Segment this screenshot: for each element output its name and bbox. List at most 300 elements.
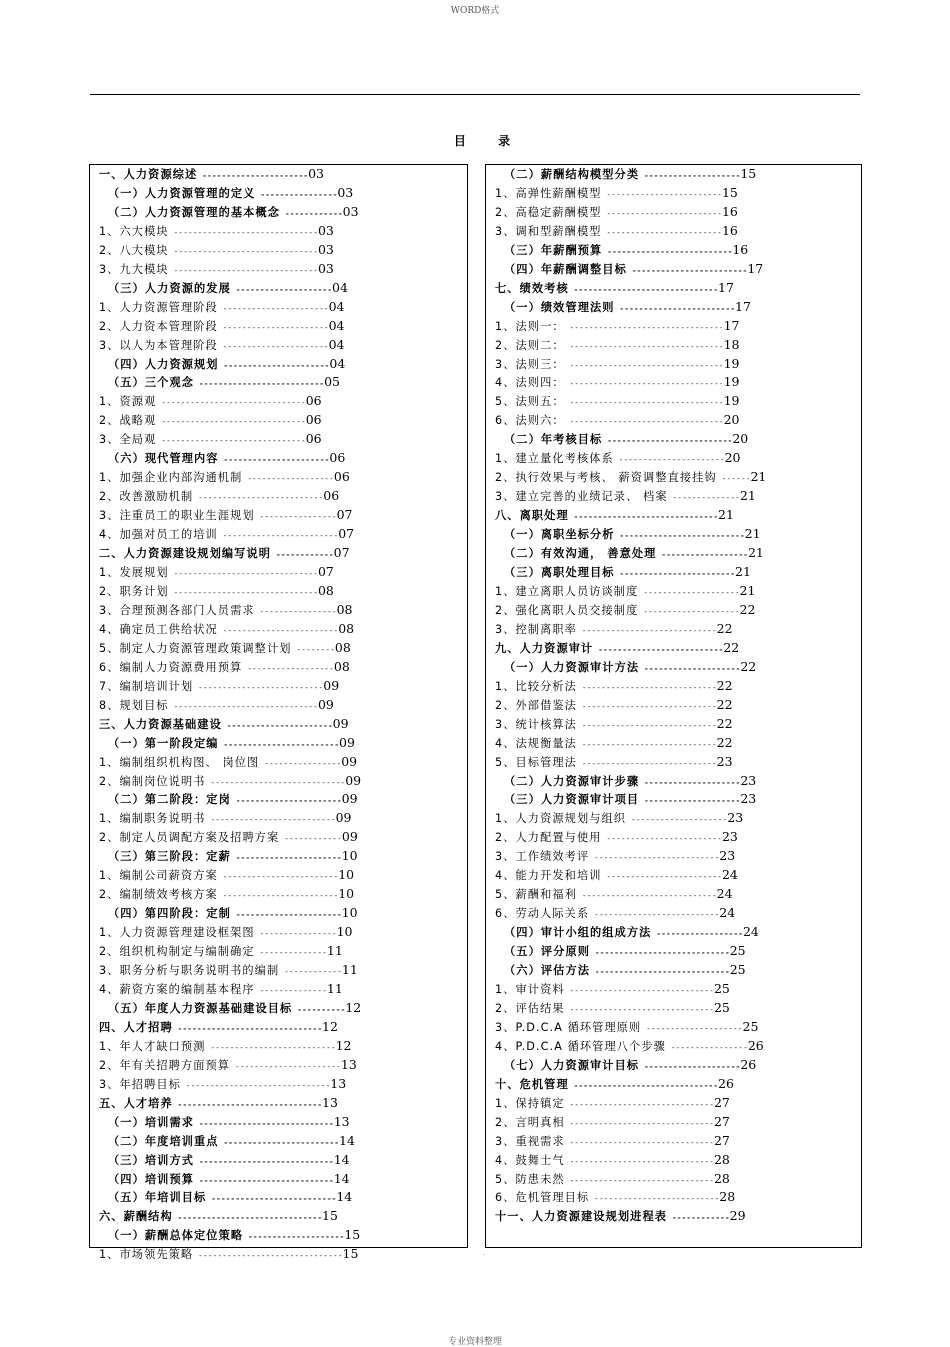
toc-entry[interactable] <box>99 942 361 961</box>
toc-leader-dots: ---------------------------- <box>590 948 730 958</box>
toc-entry[interactable] <box>495 1018 766 1037</box>
toc-entry-label: 5、薪酬和福利 <box>495 888 577 902</box>
toc-entry-page: 21 <box>739 488 756 504</box>
toc-entry-page: 22 <box>716 696 733 712</box>
toc-entry-page: 24 <box>721 867 738 883</box>
toc-leader-dots: ---------------------------- <box>194 1175 334 1185</box>
toc-entry-label: （六）评估方法 <box>504 964 591 978</box>
toc-entry[interactable] <box>495 184 766 203</box>
toc-leader-dots: -------------------------- <box>194 379 325 389</box>
toc-leader-dots: ------------ <box>279 967 342 977</box>
toc-entry[interactable] <box>99 336 361 355</box>
toc-leader-dots: ------------------------------ <box>564 1137 714 1147</box>
toc-entry-page: 17 <box>723 317 740 333</box>
toc-entry[interactable] <box>495 885 766 904</box>
toc-leader-dots: ---------------------------- <box>576 625 717 635</box>
toc-entry[interactable] <box>99 772 361 791</box>
toc-entry[interactable] <box>99 809 361 828</box>
toc-entry-page: 21 <box>750 469 767 485</box>
toc-leader-dots: ---------------- <box>254 606 337 616</box>
toc-entry-page: 12 <box>322 1018 338 1034</box>
toc-entry[interactable] <box>99 828 361 847</box>
toc-entry-label: 1、年人才缺口预测 <box>99 1039 206 1053</box>
toc-entry-label: 3、调和型薪酬模型 <box>495 224 602 238</box>
toc-entry-page: 19 <box>723 355 740 371</box>
toc-leader-dots: ------------------------------ <box>564 1004 714 1014</box>
toc-entry-label: （一）薪酬总体定位策略 <box>108 1229 244 1243</box>
toc-entry[interactable] <box>495 355 766 374</box>
toc-entry-label: 6、危机管理目标 <box>495 1191 590 1205</box>
toc-entry-page: 06 <box>333 469 350 485</box>
toc-leader-dots: -------------------- <box>243 1232 345 1242</box>
toc-leader-dots: ------------------------------ <box>568 512 719 522</box>
toc-entry-page: 03 <box>317 222 334 238</box>
toc-entry-label: 1、审计资料 <box>495 982 565 996</box>
toc-entry[interactable] <box>495 1037 766 1056</box>
toc-leader-dots: ------------------ <box>656 550 748 560</box>
toc-entry-label: 4、薪资方案的编制基本程序 <box>99 982 255 996</box>
toc-entry-page: 10 <box>338 886 355 902</box>
toc-entry[interactable] <box>495 336 766 355</box>
toc-entry-page: 10 <box>336 924 353 940</box>
toc-entry[interactable] <box>495 165 766 184</box>
toc-entry-label: 2、八大模块 <box>99 243 169 257</box>
toc-entry-page: 23 <box>716 753 733 769</box>
toc-entry-label: 2、编制岗位说明书 <box>99 774 206 788</box>
toc-entry-page: 14 <box>339 1132 355 1148</box>
toc-entry-page: 09 <box>332 715 349 731</box>
toc-left-column <box>99 165 361 1264</box>
toc-entry[interactable] <box>99 355 361 374</box>
toc-entry-page: 09 <box>341 753 358 769</box>
toc-entry-label: 1、编制职务说明书 <box>99 812 206 826</box>
toc-entry-page: 09 <box>345 772 362 788</box>
toc-entry[interactable] <box>495 317 766 336</box>
toc-leader-dots: ---------------------------- <box>576 739 717 749</box>
toc-leader-dots: -------------------------- <box>602 436 733 446</box>
toc-entry[interactable] <box>99 866 361 885</box>
toc-entry[interactable] <box>495 1207 766 1226</box>
toc-leader-dots: ---------------------------- <box>576 682 717 692</box>
toc-entry-label: 1、比较分析法 <box>495 679 577 693</box>
toc-entry-page: 21 <box>747 545 764 561</box>
toc-entry[interactable] <box>99 658 361 677</box>
toc-leader-dots: ---------------------------- <box>576 720 717 730</box>
toc-entry-label: （三）培训方式 <box>108 1153 195 1167</box>
toc-entry[interactable] <box>495 809 766 828</box>
toc-entry-page: 11 <box>326 943 343 959</box>
toc-entry-page: 23 <box>719 848 736 864</box>
toc-entry-page: 07 <box>336 507 353 523</box>
toc-entry[interactable] <box>99 392 361 411</box>
toc-entry[interactable] <box>99 260 361 279</box>
toc-entry[interactable] <box>99 753 361 772</box>
toc-entry[interactable] <box>99 430 361 449</box>
toc-entry[interactable] <box>495 753 766 772</box>
toc-entry[interactable] <box>99 1245 361 1264</box>
toc-entry[interactable] <box>495 279 766 298</box>
toc-entry-label: 3、注重员工的职业生涯规划 <box>99 509 255 523</box>
toc-entry[interactable] <box>99 487 361 506</box>
toc-leader-dots: -------------------------- <box>205 815 336 825</box>
toc-entry[interactable] <box>99 1094 361 1113</box>
toc-leader-dots: ---------------------------- <box>205 777 346 787</box>
toc-entry[interactable] <box>99 980 361 999</box>
toc-entry[interactable] <box>495 639 766 658</box>
toc-entry[interactable] <box>99 279 361 298</box>
toc-entry-label: 1、高弹性薪酬模型 <box>495 186 602 200</box>
toc-entry[interactable] <box>495 411 766 430</box>
toc-entry[interactable] <box>99 582 361 601</box>
toc-entry-label: （一）人力资源审计方法 <box>504 660 640 674</box>
toc-entry[interactable] <box>495 658 766 677</box>
toc-entry[interactable] <box>495 601 766 620</box>
toc-entry-page: 22 <box>740 658 757 674</box>
toc-entry[interactable] <box>99 563 361 582</box>
toc-entry-page: 06 <box>329 450 346 466</box>
toc-entry[interactable] <box>99 241 361 260</box>
toc-entry[interactable] <box>99 525 361 544</box>
toc-entry[interactable] <box>99 411 361 430</box>
toc-leader-dots: ------------------------ <box>217 891 339 901</box>
toc-entry-label: （二）人力资源管理的基本概念 <box>108 205 281 219</box>
toc-entry[interactable] <box>495 980 766 999</box>
toc-entry[interactable] <box>99 904 361 923</box>
toc-leader-dots: -------------------------- <box>193 682 324 692</box>
toc-entry[interactable] <box>495 772 766 791</box>
toc-entry-label: （三）第三阶段：定薪 <box>108 850 231 864</box>
toc-entry-label: （二）第二阶段：定岗 <box>108 793 231 807</box>
toc-entry-page: 26 <box>747 1037 764 1053</box>
header-mark: . <box>860 87 863 95</box>
toc-entry-page: 23 <box>727 810 744 826</box>
toc-entry-page: 09 <box>341 829 358 845</box>
toc-entry[interactable] <box>495 1075 766 1094</box>
toc-leader-dots: ---------------------------- <box>576 891 717 901</box>
toc-entry-page: 20 <box>732 431 749 447</box>
toc-entry[interactable] <box>99 298 361 317</box>
toc-entry[interactable] <box>495 904 766 923</box>
toc-entry-page: 24 <box>716 886 733 902</box>
toc-entry[interactable] <box>99 1226 361 1245</box>
toc-entry-label: （一）绩效管理法则 <box>504 300 615 314</box>
toc-entry[interactable] <box>99 790 361 809</box>
toc-entry[interactable] <box>99 961 361 980</box>
toc-entry[interactable] <box>99 923 361 942</box>
toc-entry[interactable] <box>495 260 766 279</box>
toc-leader-dots: ---------------------- <box>217 322 329 332</box>
toc-entry-label: 5、制定人力资源管理政策调整计划 <box>99 641 292 655</box>
toc-leader-dots: ------------------------------ <box>180 1080 331 1090</box>
toc-entry[interactable] <box>495 563 766 582</box>
toc-entry[interactable] <box>99 677 361 696</box>
toc-entry-label: 1、人力资源管理建设框架图 <box>99 926 255 940</box>
toc-leader-dots: ---------------------------- <box>194 1156 334 1166</box>
toc-entry-label: 5、法则五： <box>495 395 565 409</box>
toc-leader-dots: -------------------------- <box>593 644 724 654</box>
toc-entry[interactable] <box>99 373 361 392</box>
toc-leader-dots: ------------------------------ <box>156 436 306 446</box>
toc-entry[interactable] <box>495 999 766 1018</box>
toc-entry[interactable] <box>495 1151 766 1170</box>
toc-entry-page: 09 <box>339 734 355 750</box>
toc-entry[interactable] <box>495 582 766 601</box>
toc-leader-dots: -------------------------------- <box>564 341 724 351</box>
toc-entry-label: 2、战略观 <box>99 414 157 428</box>
toc-entry[interactable] <box>495 468 766 487</box>
toc-entry-label: （五）年度人力资源基础建设目标 <box>108 1001 293 1015</box>
toc-leader-dots: -------------------------- <box>589 910 720 920</box>
toc-leader-dots: -------------------------- <box>614 531 745 541</box>
toc-entry-page: 25 <box>742 1018 759 1034</box>
toc-leader-dots: ---------------- <box>259 758 342 768</box>
toc-leader-dots: ---------- <box>292 1004 346 1014</box>
toc-leader-dots: ---------------------- <box>230 1061 341 1071</box>
toc-leader-dots: ---------------- <box>665 1042 748 1052</box>
toc-leader-dots: -------------------------- <box>193 493 324 503</box>
toc-entry-label: 2、制定人员调配方案及招聘方案 <box>99 831 280 845</box>
toc-entry-page: 15 <box>721 184 738 200</box>
toc-entry-label: 2、改善激励机制 <box>99 490 194 504</box>
toc-entry[interactable] <box>99 1132 361 1151</box>
toc-leader-dots: -------------------- <box>641 1023 743 1033</box>
toc-entry-page: 21 <box>739 582 756 598</box>
toc-leader-dots: -------------------- <box>638 587 740 597</box>
toc-entry-label: 3、工作绩效考评 <box>495 850 590 864</box>
toc-entry-label: 6、劳动人际关系 <box>495 907 590 921</box>
toc-entry-label: 1、建立量化考核体系 <box>495 452 614 466</box>
toc-leader-dots: -------------------------- <box>602 246 733 256</box>
toc-entry-page: 28 <box>713 1151 730 1167</box>
toc-title: 目 录 <box>453 134 525 148</box>
toc-leader-dots: ---------------------------- <box>576 701 717 711</box>
toc-entry-page: 06 <box>305 431 322 447</box>
toc-leader-dots: ------------------------------ <box>193 1251 343 1261</box>
toc-entry[interactable] <box>495 241 766 260</box>
toc-entry[interactable] <box>99 601 361 620</box>
toc-leader-dots: -------------------------- <box>589 1194 720 1204</box>
toc-entry-page: 17 <box>718 279 734 295</box>
toc-entry[interactable] <box>99 1207 361 1226</box>
toc-leader-dots: ------------------------ <box>601 208 722 218</box>
page-header: WORD格式 <box>450 6 500 16</box>
toc-entry-label: 6、法则六： <box>495 414 565 428</box>
toc-entry[interactable] <box>99 544 361 563</box>
toc-entry[interactable] <box>99 715 361 734</box>
toc-entry-label: （一）人力资源管理的定义 <box>108 186 256 200</box>
toc-leader-dots: ------------------------------ <box>168 265 318 275</box>
toc-entry-page: 13 <box>333 1113 350 1129</box>
toc-entry[interactable] <box>99 885 361 904</box>
toc-leader-dots: -------------- <box>667 493 740 503</box>
toc-entry-label: 十、危机管理 <box>495 1077 569 1091</box>
toc-entry-label: 3、P.D.C.A 循环管理原则 <box>495 1020 642 1034</box>
toc-leader-dots: ---------------------------- <box>576 758 717 768</box>
toc-entry-label: 2、人力资本管理阶段 <box>99 319 218 333</box>
toc-entry-page: 16 <box>721 222 738 238</box>
toc-entry-page: 19 <box>723 393 740 409</box>
toc-leader-dots: ------------------ <box>242 474 334 484</box>
toc-entry-label: 1、法则一： <box>495 319 565 333</box>
toc-entry-label: 六、薪酬结构 <box>99 1210 173 1224</box>
toc-entry[interactable] <box>99 1075 361 1094</box>
toc-leader-dots: ---------------------- <box>217 341 329 351</box>
toc-entry[interactable] <box>99 317 361 336</box>
toc-entry-page: 12 <box>345 999 362 1015</box>
toc-entry[interactable] <box>495 790 766 809</box>
toc-entry-label: （二）薪酬结构模型分类 <box>504 168 640 181</box>
toc-right-column <box>495 165 766 1226</box>
toc-entry[interactable] <box>495 828 766 847</box>
toc-entry-label: 2、职务计划 <box>99 584 169 598</box>
toc-entry[interactable] <box>495 544 766 563</box>
toc-leader-dots: -------------------- <box>626 815 728 825</box>
toc-entry[interactable] <box>99 222 361 241</box>
toc-leader-dots: -------------------------------- <box>564 398 724 408</box>
toc-entry-page: 03 <box>308 166 324 181</box>
toc-entry-page: 22 <box>716 620 733 636</box>
toc-entry-page: 23 <box>740 791 757 807</box>
toc-entry[interactable] <box>99 165 361 184</box>
toc-entry[interactable] <box>495 961 766 980</box>
toc-entry[interactable] <box>495 847 766 866</box>
toc-entry[interactable] <box>99 734 361 753</box>
toc-leader-dots: ------------------------ <box>218 1137 340 1147</box>
toc-entry[interactable] <box>495 1132 766 1151</box>
toc-leader-dots: -------------------- <box>638 606 740 616</box>
toc-entry[interactable] <box>495 203 766 222</box>
toc-entry-page: 25 <box>713 999 730 1015</box>
toc-entry-page: 28 <box>719 1189 736 1205</box>
toc-leader-dots: -------------------- <box>639 777 741 787</box>
toc-entry[interactable] <box>495 298 766 317</box>
toc-entry[interactable] <box>99 1170 361 1189</box>
toc-entry[interactable] <box>99 1113 361 1132</box>
toc-entry-page: 18 <box>723 336 740 352</box>
toc-entry-page: 22 <box>716 715 733 731</box>
toc-leader-dots: ------------------------------ <box>172 1023 323 1033</box>
toc-entry[interactable] <box>495 1170 766 1189</box>
toc-entry[interactable] <box>99 203 361 222</box>
toc-entry-label: 1、六大模块 <box>99 224 169 238</box>
toc-entry[interactable] <box>495 715 766 734</box>
toc-entry[interactable] <box>99 1188 361 1207</box>
toc-entry-page: 06 <box>323 488 340 504</box>
toc-entry-page: 10 <box>341 848 358 864</box>
toc-entry-label: （五）年培训目标 <box>108 1191 207 1205</box>
toc-leader-dots: ---------------------- <box>230 796 342 806</box>
toc-entry[interactable] <box>495 222 766 241</box>
toc-entry[interactable] <box>495 525 766 544</box>
toc-entry[interactable] <box>99 449 361 468</box>
toc-entry[interactable] <box>99 620 361 639</box>
toc-entry[interactable] <box>495 923 766 942</box>
toc-entry[interactable] <box>495 1094 766 1113</box>
toc-entry-page: 27 <box>713 1113 730 1129</box>
toc-entry[interactable] <box>99 468 361 487</box>
toc-entry-page: 09 <box>341 791 358 807</box>
toc-entry-label: 4、法规衡量法 <box>495 736 577 750</box>
toc-leader-dots: ------------------------ <box>217 625 339 635</box>
toc-entry[interactable] <box>99 1056 361 1075</box>
toc-entry[interactable] <box>99 639 361 658</box>
toc-entry-page: 14 <box>333 1170 350 1186</box>
toc-entry-label: 3、九大模块 <box>99 262 169 276</box>
toc-entry[interactable] <box>495 620 766 639</box>
toc-entry[interactable] <box>99 999 361 1018</box>
toc-entry-label: （五）三个观念 <box>108 376 195 390</box>
toc-entry-label: 4、P.D.C.A 循环管理八个步骤 <box>495 1039 666 1053</box>
toc-entry[interactable] <box>99 696 361 715</box>
toc-entry[interactable] <box>99 184 361 203</box>
toc-entry[interactable] <box>495 449 766 468</box>
toc-entry-label: 九、人力资源审计 <box>495 641 594 655</box>
toc-entry-page: 15 <box>740 166 757 181</box>
toc-entry[interactable] <box>495 506 766 525</box>
toc-entry[interactable] <box>99 1018 361 1037</box>
toc-leader-dots: ------------------------ <box>601 189 722 199</box>
toc-entry-page: 04 <box>332 279 348 295</box>
toc-entry-page: 08 <box>334 639 351 655</box>
toc-entry-label: （七）人力资源审计目标 <box>504 1058 640 1072</box>
toc-leader-dots: -------------------- <box>230 284 333 294</box>
toc-entry-label: （三）离职处理目标 <box>504 566 615 580</box>
toc-entry[interactable] <box>495 1188 766 1207</box>
toc-entry-label: 3、职务分析与职务说明书的编制 <box>99 964 280 978</box>
toc-entry[interactable] <box>99 1151 361 1170</box>
toc-entry[interactable] <box>495 1113 766 1132</box>
toc-leader-dots: ------------------------------ <box>156 398 306 408</box>
toc-entry[interactable] <box>495 866 766 885</box>
toc-entry[interactable] <box>495 430 766 449</box>
toc-leader-dots: ------------------------ <box>601 227 722 237</box>
toc-leader-dots: -------------- <box>254 985 327 995</box>
toc-leader-dots: ------------------------ <box>601 834 722 844</box>
toc-entry-label: 一、人力资源综述 <box>99 168 198 181</box>
toc-entry[interactable] <box>495 734 766 753</box>
toc-entry[interactable] <box>99 1037 361 1056</box>
toc-entry[interactable] <box>495 487 766 506</box>
toc-entry[interactable] <box>495 392 766 411</box>
toc-entry[interactable] <box>495 1056 766 1075</box>
toc-leader-dots: ---------------------- <box>230 910 342 920</box>
toc-entry-page: 24 <box>742 924 759 940</box>
toc-entry[interactable] <box>495 373 766 392</box>
toc-entry-page: 07 <box>317 564 334 580</box>
toc-entry[interactable] <box>99 506 361 525</box>
toc-entry[interactable] <box>99 847 361 866</box>
toc-entry-label: 4、能力开发和培训 <box>495 869 602 883</box>
toc-entry[interactable] <box>495 696 766 715</box>
toc-leader-dots: -------- <box>291 644 335 654</box>
toc-entry-label: 四、人才招聘 <box>99 1020 173 1034</box>
toc-entry[interactable] <box>495 677 766 696</box>
toc-entry-page: 17 <box>747 260 764 276</box>
toc-entry-label: 1、市场领先策略 <box>99 1248 194 1262</box>
toc-leader-dots: ------------------------ <box>626 265 748 275</box>
page-footer: 专业资料整理 <box>447 1337 502 1347</box>
toc-entry-label: （一）离职坐标分析 <box>504 528 615 542</box>
toc-entry-page: 04 <box>328 317 345 333</box>
toc-entry[interactable] <box>495 942 766 961</box>
toc-entry-page: 04 <box>328 336 345 352</box>
toc-leader-dots: ------------------------ <box>217 531 339 541</box>
toc-entry-page: 21 <box>718 507 734 523</box>
toc-entry-page: 03 <box>317 260 334 276</box>
toc-entry-page: 25 <box>729 943 746 959</box>
toc-entry-page: 04 <box>329 355 346 371</box>
toc-leader-dots: ------------------ <box>651 929 743 939</box>
